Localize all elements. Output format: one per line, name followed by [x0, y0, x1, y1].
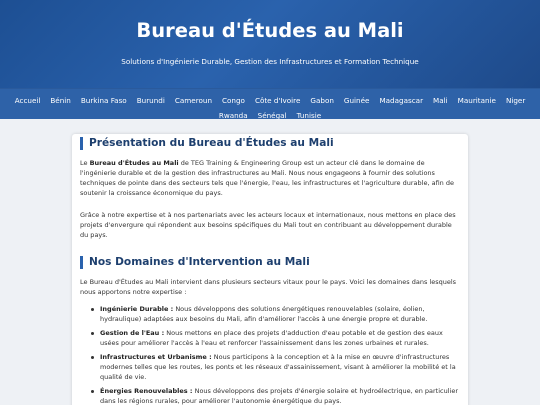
site-subtitle: Solutions d'Ingénierie Durable, Gestion des Infrastructures et Formation Technique — [121, 57, 419, 66]
presentation-paragraph-2: Grâce à notre expertise et à nos partenariats avec les acteurs locaux et internationaux, nous mettons en place des projets d'envergure qui répondent aux besoins spécifiques du Mali tout en contribuant au développement durable du pays. — [80, 211, 456, 239]
nav-item-tunisie[interactable]: Tunisie — [296, 111, 322, 120]
list-item-label: Ingénierie Durable : — [100, 305, 174, 313]
domains-list — [80, 304, 458, 405]
p1-prefix: Le — [80, 159, 90, 167]
list-item-label: Énergies Renouvelables : — [100, 387, 193, 395]
list-item-text: Nous participons à la conception et à la mise en œuvre d'infrastructures modernes telles que les routes, les ponts et les réseaux d'assainissement, visant à améliorer la mobilité et la qualité de vie. — [100, 353, 456, 381]
nav-item-congo[interactable]: Congo — [222, 96, 245, 105]
nav-item-guinee[interactable]: Guinée — [343, 96, 370, 105]
list-item — [100, 352, 458, 382]
list-item — [100, 328, 458, 348]
nav-item-mauritanie[interactable]: Mauritanie — [457, 96, 496, 105]
main-nav — [0, 88, 540, 119]
domains-title: Nos Domaines d'Intervention au Mali — [80, 256, 310, 269]
nav-item-cameroun[interactable]: Cameroun — [174, 96, 212, 105]
p1-rest: de TEG Training & Engineering Group est un acteur clé dans le domaine de l'ingénierie durable et de la gestion des infrastructures au Mali. Nous nous engageons à fournir des solutions techniques de pointe dans des secteurs tels que l'énergie, l'eau, les infrastructures et l'agriculture durable, afin de soutenir la croissance économique du pays. — [80, 159, 454, 197]
bureau-name-bold: Bureau d'Études au Mali — [89, 159, 179, 167]
site-title: Bureau d'Études au Mali — [136, 19, 404, 42]
domains-intro: Le Bureau d'Études au Mali intervient dans plusieurs secteurs vitaux pour le pays. Voici les domaines dans lesquels nous apportons notre expertise : — [80, 278, 457, 296]
presentation-paragraph-1 — [80, 158, 458, 198]
nav-item-cote-divoire[interactable]: Côte d'Ivoire — [254, 96, 301, 105]
nav-item-burundi[interactable]: Burundi — [136, 96, 165, 105]
nav-item-niger[interactable]: Niger — [505, 96, 526, 105]
list-item-text: Nous mettons en place des projets d'adduction d'eau potable et de gestion des eaux usées pour améliorer l'accès à l'eau et renforcer l'assainissement dans les zones urbaines et rurales. — [100, 329, 443, 347]
nav-item-benin[interactable]: Bénin — [50, 96, 71, 105]
nav-item-burkina-faso[interactable]: Burkina Faso — [80, 96, 127, 105]
presentation-title: Présentation du Bureau d'Études au Mali — [80, 137, 334, 150]
nav-item-gabon[interactable]: Gabon — [310, 96, 334, 105]
list-item — [100, 304, 458, 324]
list-item-label: Infrastructures et Urbanisme : — [100, 353, 212, 361]
site-header — [0, 0, 540, 88]
list-item-text: Nous développons des solutions énergétiques renouvelables (solaire, éolien, hydraulique) adaptées aux besoins du Mali, afin d'améliorer l'accès à une énergie propre et durable. — [100, 305, 428, 323]
nav-item-rwanda[interactable]: Rwanda — [218, 111, 248, 120]
main-content — [0, 119, 540, 405]
nav-item-madagascar[interactable]: Madagascar — [379, 96, 424, 105]
list-item-text: Nous développons des projets d'énergie solaire et hydroélectrique, en particulier dans les régions rurales, pour améliorer l'autonomie énergétique du pays. — [100, 387, 459, 405]
list-item-label: Gestion de l'Eau : — [100, 329, 165, 337]
list-item — [100, 386, 458, 405]
nav-item-accueil[interactable]: Accueil — [14, 96, 41, 105]
nav-item-senegal[interactable]: Sénégal — [257, 111, 287, 120]
nav-item-mali[interactable]: Mali — [433, 96, 448, 105]
content-card — [72, 134, 468, 405]
